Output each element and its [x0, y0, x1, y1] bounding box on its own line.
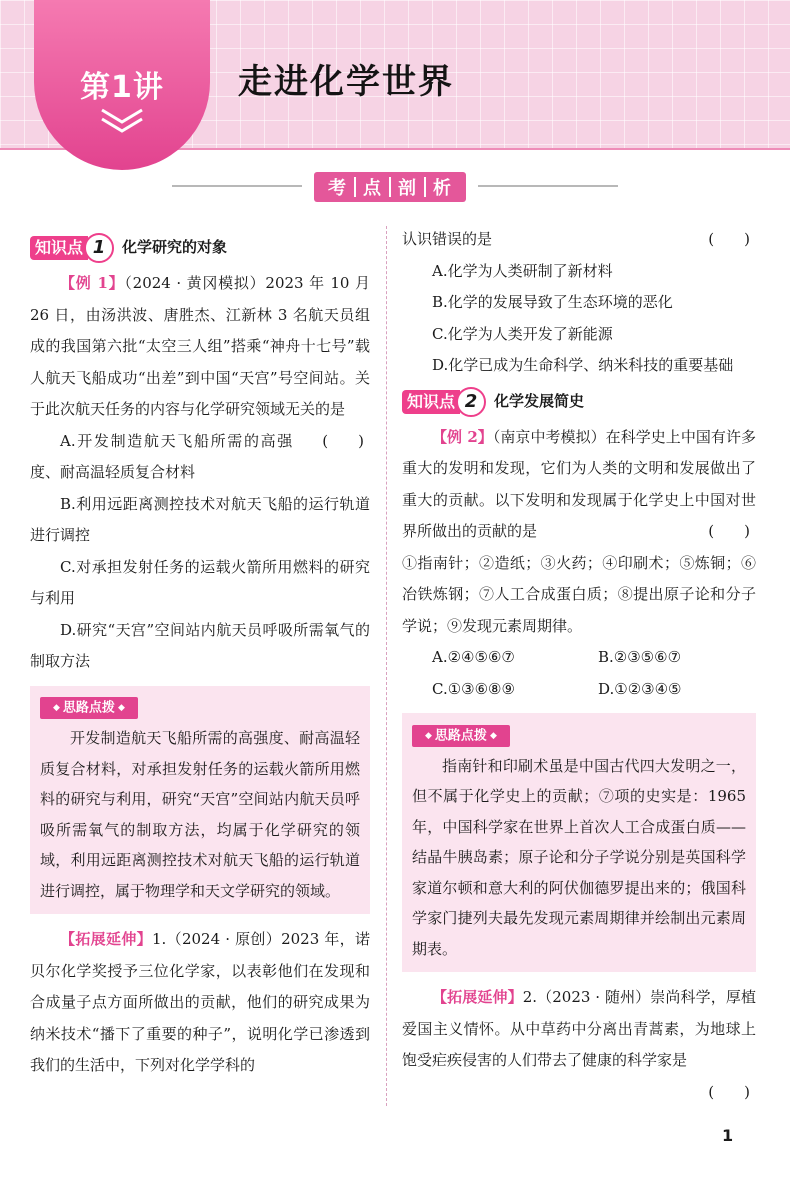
kp-badge: 知识点	[30, 236, 88, 260]
option-c: C.①③⑥⑧⑨	[432, 679, 515, 698]
example-tag: 【例 1】	[60, 274, 125, 292]
example-1-stem	[30, 268, 370, 450]
example-2-list: ①指南针；②造纸；③火药；④印刷术；⑤炼铜；⑥冶铁炼钢；⑦人工合成蛋白质；⑧提出原子论和分子学说；⑨发现元素周期律。	[402, 553, 756, 635]
kp-title: 化学研究的对象	[122, 238, 228, 257]
answer-blank: ( )	[322, 431, 364, 450]
banner-char: 考	[328, 178, 347, 199]
lesson-label: 第1讲	[80, 70, 164, 105]
tips-box-2	[402, 713, 756, 972]
example-2-options	[402, 642, 756, 705]
option-b: B.②③⑤⑥⑦	[598, 648, 682, 666]
extension-tag: 【拓展延伸】	[60, 930, 152, 948]
page-number: 1	[722, 1126, 734, 1145]
banner-rule-left	[172, 185, 302, 187]
extension-text: 1.（2024 · 原创）2023 年，诺贝尔化学奖授予三位化学家，以表彰他们在发现和合成量子点方面所做出的贡献，他们的研究成果为纳米技术“播下了重要的种子”，说明化学已渗透到我们的生活中，下列对化学学科的	[30, 930, 370, 1074]
tips-box-1	[30, 686, 370, 915]
column-divider	[386, 226, 387, 1106]
option-d: D.①②③④⑤	[598, 679, 682, 698]
tips-label: ◆ 思路点拨 ◆	[40, 697, 138, 719]
option-d: D.化学已成为生命科学、纳米科技的重要基础	[432, 356, 734, 374]
option-c: C.化学为人类开发了新能源	[432, 324, 613, 343]
tips-text: 指南针和印刷术虽是中国古代四大发明之一，但不属于化学史上的贡献；⑦项的史实是：1965 年，中国科学家在世界上首次人工合成蛋白质——结晶牛胰岛素；原子论和分子学说分别是英国科学家道尔顿和意大利的阿伏伽德罗提出来的；俄国科学家门捷列夫最先发现元素周期律并绘制出元素周期表。	[412, 756, 746, 958]
tips-text: 开发制造航天飞船所需的高强度、耐高温轻质复合材料，对承担发射任务的运载火箭所用燃料的研究与利用，研究“天宫”空间站内航天员呼吸所需氧气的制取方法，均属于化学研究的领域，利用远距离测控技术对航天飞船的运行轨道进行调控，属于物理学和天文学研究的领域。	[40, 729, 360, 900]
example-2-stem	[402, 422, 756, 548]
kp-title: 化学发展简史	[494, 391, 585, 410]
answer-blank: ( )	[708, 1082, 750, 1101]
extension-tag: 【拓展延伸】	[432, 988, 523, 1006]
extension-1-cont: 认识错误的是 ( )	[402, 224, 756, 256]
banner-rule-right	[478, 185, 618, 187]
banner-char: 剖	[398, 178, 417, 199]
option-a: A.②④⑤⑥⑦	[432, 648, 515, 666]
example-text: （2024 · 黄冈模拟）2023 年 10 月 26 日，由汤洪波、唐胜杰、江新林 3 名航天员组成的我国第六批“太空三人组”搭乘“神舟十七号”载人航天飞船成功“出差”到中国“天宫”号空间站。关于此次航天任务的内容与化学研究领域无关的是	[30, 274, 370, 418]
option-d: D.研究“天宫”空间站内航天员呼吸所需氧气的制取方法	[30, 620, 370, 670]
right-column	[402, 224, 756, 1108]
page-title: 走进化学世界	[238, 62, 454, 102]
banner-char: 析	[433, 178, 452, 199]
banner-char: 点	[363, 178, 382, 199]
answer-blank: ( )	[708, 230, 750, 248]
extension-text: 2.（2023 · 随州）崇尚科学，厚植爱国主义情怀。从中草药中分离出青蒿素，为地球上饱受疟疾侵害的人们带去了健康的科学家是	[402, 988, 756, 1069]
left-column	[30, 228, 370, 1082]
example-tag: 【例 2】	[432, 427, 493, 446]
kp-badge: 知识点	[402, 390, 460, 414]
knowledge-point-1	[30, 232, 370, 264]
option-b: B.利用远距离测控技术对航天飞船的运行轨道进行调控	[30, 494, 370, 544]
extension-2	[402, 982, 756, 1101]
option-b: B.化学的发展导致了生态环境的恶化	[432, 293, 673, 311]
option-a: A.开发制造航天飞船所需的高强度、耐高温轻质复合材料	[30, 431, 293, 481]
section-banner	[314, 172, 466, 202]
option-c: C.对承担发射任务的运载火箭所用燃料的研究与利用	[30, 557, 370, 607]
option-a: A.化学为人类研制了新材料	[432, 261, 613, 280]
knowledge-point-2	[402, 386, 756, 418]
tips-label: ◆ 思路点拨 ◆	[412, 725, 510, 747]
kp-number: 2	[456, 387, 486, 417]
kp-number: 1	[84, 233, 114, 263]
example-text: （南京中考模拟）在科学史上中国有许多重大的发明和发现，它们为人类的文明和发展做出了重大的贡献。以下发明和发现属于化学史上中国对世界所做出的贡献的是	[402, 427, 756, 540]
extension-1	[30, 924, 370, 1082]
chevron-down-icon	[98, 106, 146, 138]
answer-blank: ( )	[708, 522, 750, 540]
